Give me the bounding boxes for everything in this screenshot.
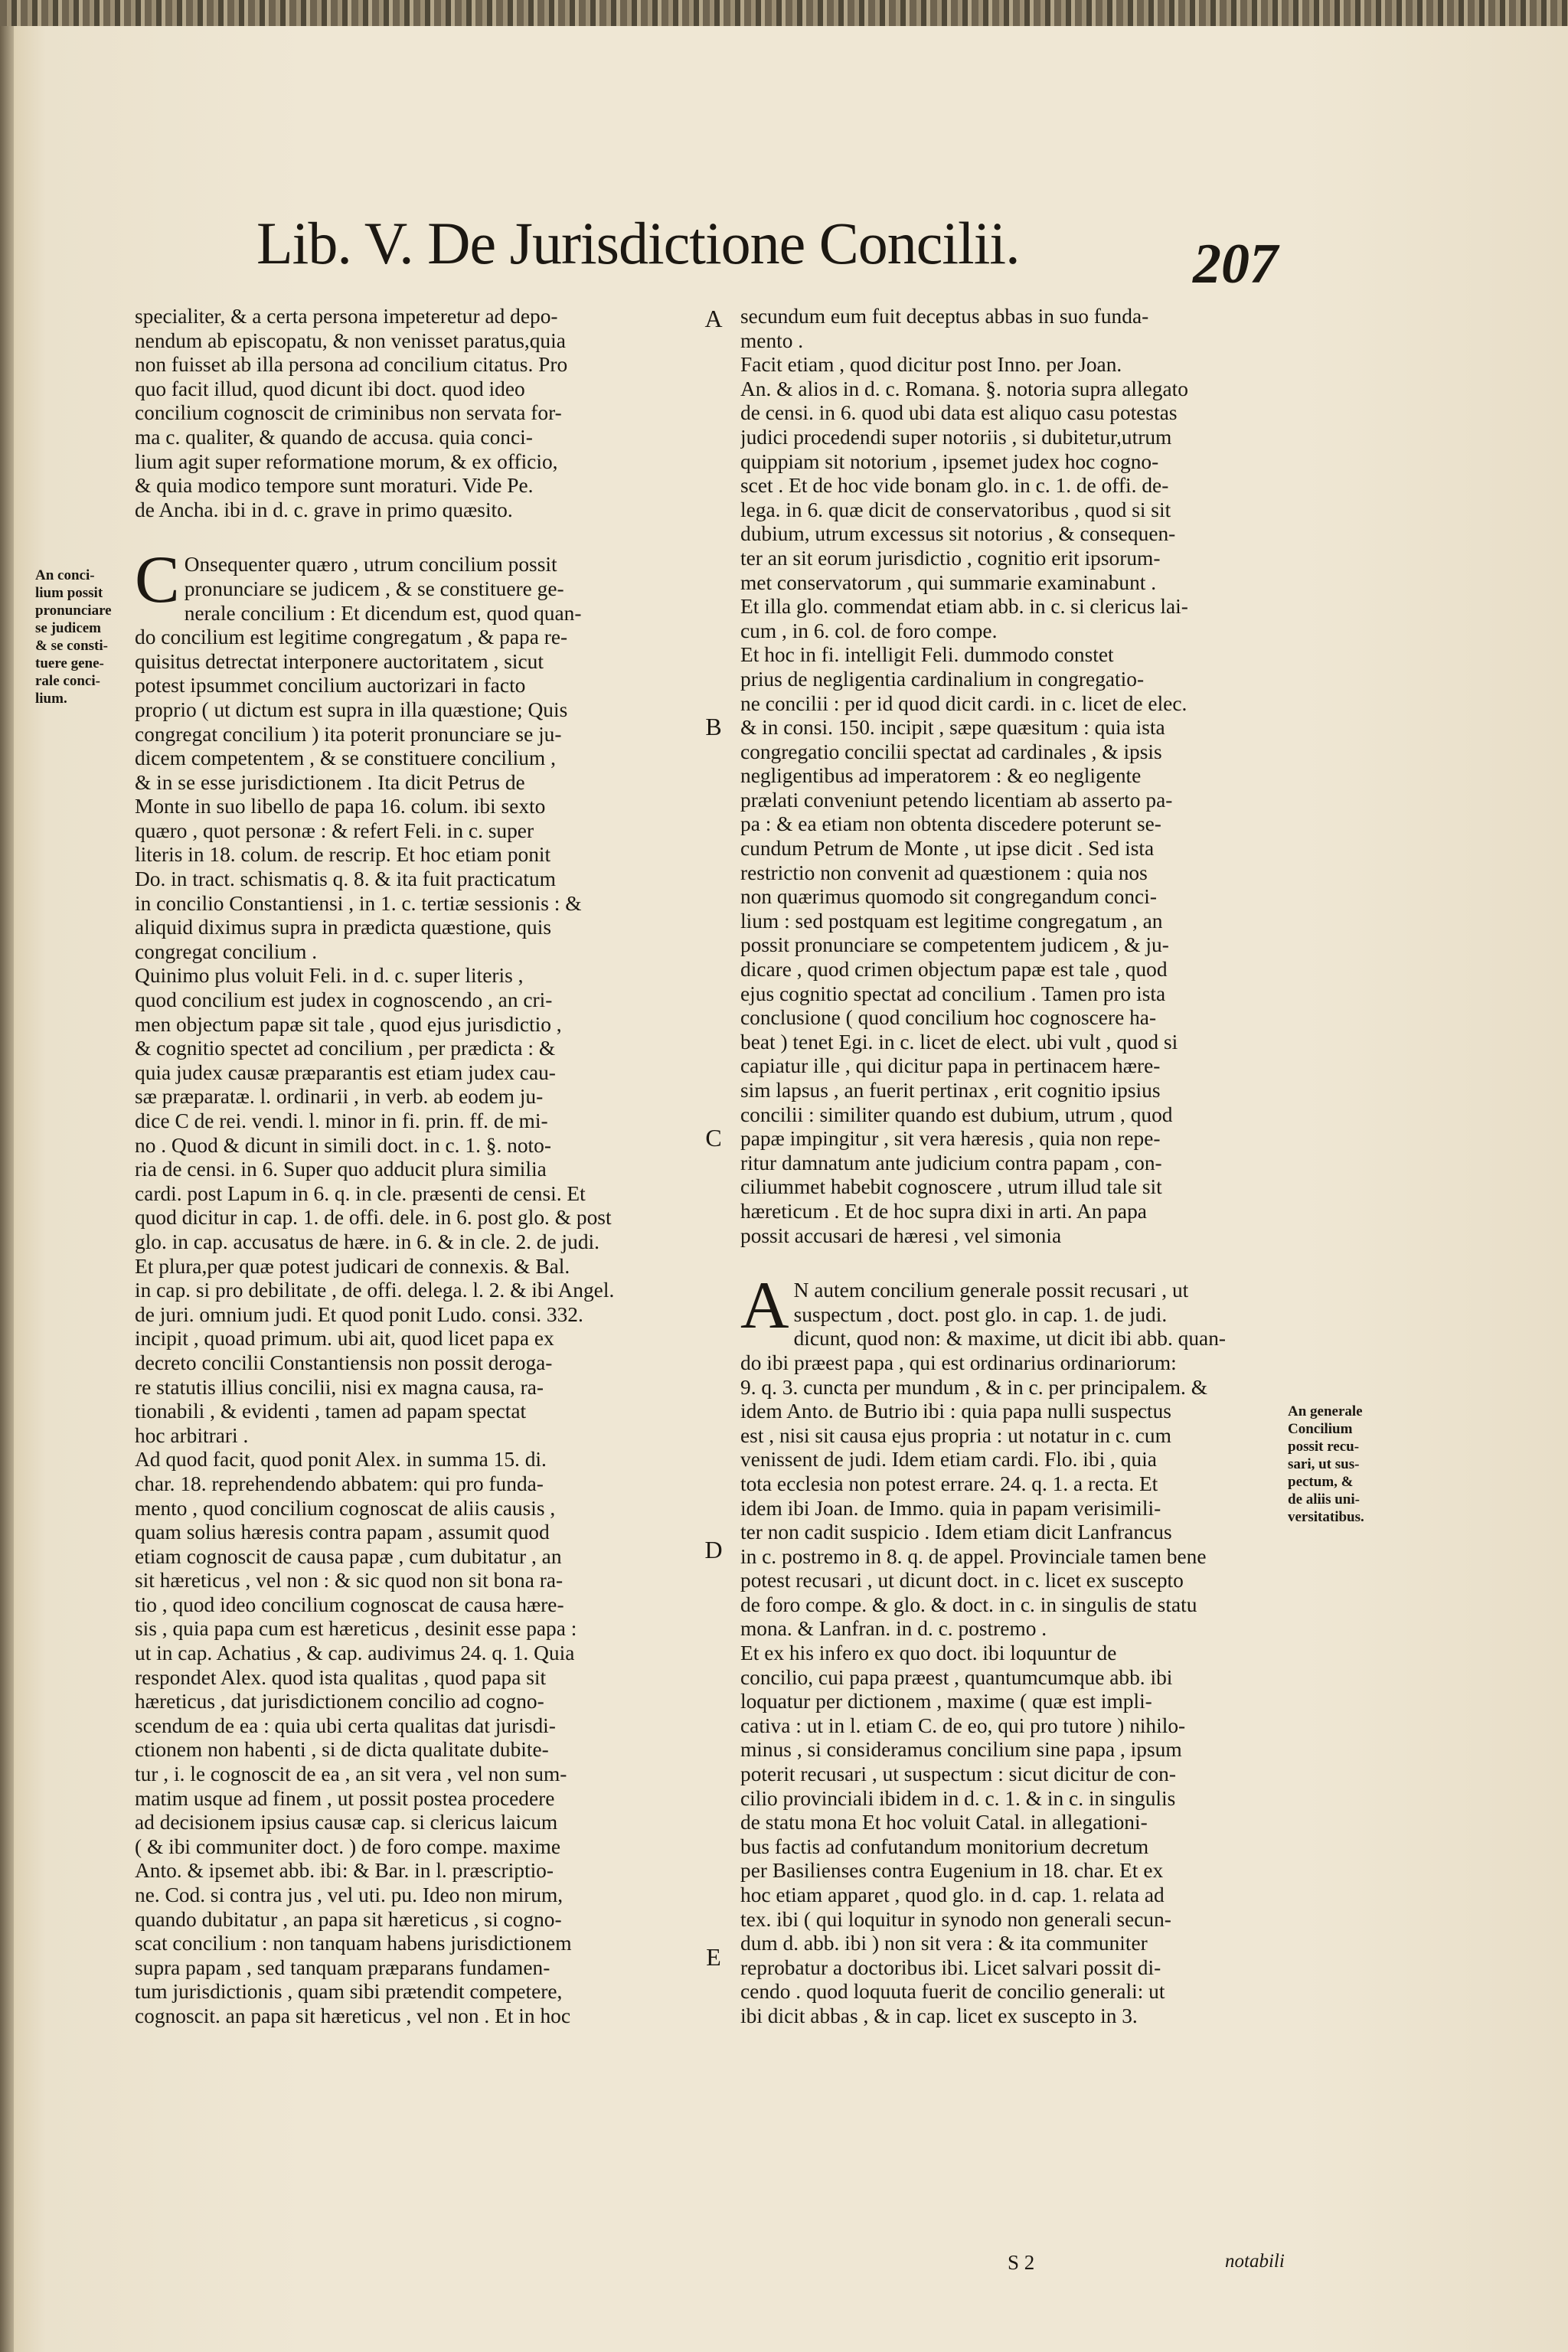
background-carpet bbox=[0, 0, 1568, 29]
text-line: in cap. si pro debilitate , de offi. delega. l. 2. & ibi Angel. bbox=[135, 1279, 615, 1302]
text-line: congregatio concilii spectat ad cardinales , & ipsis bbox=[740, 740, 1162, 763]
text-line: Quinimo plus voluit Feli. in d. c. super literis , bbox=[135, 964, 524, 988]
text-line: mento . bbox=[740, 328, 804, 352]
text-line: in concilio Constantiensi , in 1. c. tertiæ sessionis : & bbox=[135, 891, 582, 915]
text-line: literis in 18. colum. de rescrip. Et hoc etiam ponit bbox=[135, 843, 551, 867]
text-line: Concilium bbox=[1288, 1421, 1353, 1437]
text-line: ne. Cod. si contra jus , vel uti. pu. Ideo non mirum, bbox=[135, 1883, 564, 1906]
text-line: sari, ut sus- bbox=[1288, 1456, 1360, 1472]
text-line: sit hæreticus , vel non : & sic quod non sit bona ra- bbox=[135, 1569, 564, 1592]
text-line: bus factis ad confutandum monitorium decretum bbox=[740, 1834, 1149, 1858]
text-line: Et plura,per quæ potest judicari de connexis. & Bal. bbox=[135, 1254, 570, 1278]
paragraph bbox=[135, 305, 684, 522]
text-line: versitatibus. bbox=[1288, 1509, 1364, 1525]
text-line: & se consti- bbox=[35, 638, 108, 654]
text-line: concilio, cui papa præest , quantumcumque abb. ibi bbox=[740, 1665, 1173, 1689]
text-line: capiatur ille , qui dicitur papa in pertinacem hære- bbox=[740, 1054, 1161, 1078]
text-line: suspectum , doct. post glo. in cap. 1. de judi. bbox=[793, 1302, 1168, 1326]
text-line: quo facit illud, quod dicunt ibi doct. quod ideo bbox=[135, 377, 525, 400]
text-line: scendum de ea : quia ubi certa qualitas dat jurisdi- bbox=[135, 1713, 556, 1737]
text-line: non quærimus quomodo sit congregandum conci- bbox=[740, 885, 1157, 909]
text-line: incipit , quoad primum. ubi ait, quod licet papa ex bbox=[135, 1327, 554, 1351]
text-line: do ibi præest papa , qui est ordinarius ordinariorum: bbox=[740, 1351, 1177, 1374]
section-marker-b: B bbox=[705, 713, 722, 740]
text-line: Ad quod facit, quod ponit Alex. in summa 15. di. bbox=[135, 1448, 547, 1472]
text-line: ter non cadit suspicio . Idem etiam dicit Lanfrancus bbox=[740, 1521, 1172, 1544]
text-line: ter an sit eorum jurisdictio , cognitio erit ipsorum- bbox=[740, 546, 1161, 570]
margin-note-right bbox=[1288, 1403, 1387, 1526]
text-line: ritur damnatum ante judicium contra papam , con- bbox=[740, 1151, 1162, 1174]
text-line: minus , si consideramus concilium sine papa , ipsum bbox=[740, 1738, 1182, 1762]
text-line: scat concilium : non tanquam habens jurisdictionem bbox=[135, 1932, 572, 1955]
text-line: idem ibi Joan. de Immo. quia in papam verisimili- bbox=[740, 1496, 1161, 1520]
text-line: Et hoc in fi. intelligit Feli. dummodo constet bbox=[740, 643, 1114, 667]
text-line: de foro compe. & glo. & doct. in c. in singulis de statu bbox=[740, 1592, 1197, 1616]
text-line: & cognitio spectet ad concilium , per prædicta : & bbox=[135, 1037, 556, 1060]
text-line: lium. bbox=[35, 691, 67, 707]
text-line: met conservatorum , qui summarie examinabunt . bbox=[740, 570, 1157, 594]
text-line: Et illa glo. commendat etiam abb. in c. si clericus lai- bbox=[740, 595, 1188, 619]
text-line: dice C de rei. vendi. l. minor in fi. prin. ff. de mi- bbox=[135, 1109, 548, 1132]
text-line: supra papam , sed tanquam præparans fundamen- bbox=[135, 1955, 550, 1979]
text-line: quod dicitur in cap. 1. de offi. dele. in 6. post glo. & post bbox=[135, 1206, 612, 1230]
text-line: tio , quod ideo concilium cognoscat de causa hære- bbox=[135, 1592, 564, 1616]
text-line: prælati conveniunt petendo licentiam ab asserto pa- bbox=[740, 788, 1173, 812]
signature-mark: S 2 bbox=[1008, 2251, 1035, 2274]
text-line: tuere gene- bbox=[35, 655, 104, 671]
text-line: do concilium est legitime congregatum , & papa re- bbox=[135, 626, 568, 649]
page-number: 207 bbox=[1193, 233, 1278, 296]
text-line: Onsequenter quæro , utrum concilium possit bbox=[184, 553, 557, 577]
paragraph bbox=[740, 1269, 1293, 1642]
section-marker-c: C bbox=[705, 1124, 722, 1152]
text-line: cognoscit. an papa sit hæreticus , vel non . Et in hoc bbox=[135, 2004, 570, 2027]
text-line: pectum, & bbox=[1288, 1474, 1354, 1490]
text-line: cativa : ut in l. etiam C. de eo, qui pro tutore ) nihilo- bbox=[740, 1713, 1186, 1737]
text-line: de Ancha. ibi in d. c. grave in primo quæsito. bbox=[135, 498, 513, 521]
text-line: 9. q. 3. cuncta per mundum , & in c. per principalem. & bbox=[740, 1375, 1208, 1399]
text-line: cundum Petrum de Monte , ut ipse dicit . Sed ista bbox=[740, 837, 1155, 861]
right-column bbox=[740, 305, 1293, 2029]
text-line: tex. ibi ( qui loquitur in synodo non generali secun- bbox=[740, 1907, 1171, 1931]
text-line: de censi. in 6. quod ubi data est aliquo casu potestas bbox=[740, 401, 1178, 425]
text-line: sis , quia papa cum est hæreticus , desinit esse papa : bbox=[135, 1617, 577, 1641]
text-line: congregat concilium . bbox=[135, 939, 318, 963]
text-line: sæ præparatæ. l. ordinarii , in verb. ab eodem ju- bbox=[135, 1085, 544, 1109]
text-line: quæro , quot personæ : & refert Feli. in c. super bbox=[135, 818, 534, 842]
text-line: & in se esse jurisdictionem . Ita dicit Petrus de bbox=[135, 770, 525, 794]
text-line: ( & ibi communiter doct. ) de foro compe. maxime bbox=[135, 1834, 561, 1858]
text-line: quando dubitatur , an papa sit hæreticus , si cogno- bbox=[135, 1907, 562, 1931]
book-binding-edge bbox=[0, 26, 14, 2352]
text-line: no . Quod & dicunt in simili doct. in c. 1. §. noto- bbox=[135, 1133, 551, 1157]
paragraph bbox=[135, 543, 684, 964]
paragraph-with-initial bbox=[135, 543, 684, 964]
text-line: tionabili , & evidenti , tamen ad papam spectat bbox=[135, 1400, 527, 1423]
text-line: dubium, utrum excessus sit notorius , & consequen- bbox=[740, 522, 1176, 546]
paragraph bbox=[740, 643, 1293, 1248]
text-line: dum d. abb. ibi ) non sit vera : & ita communiter bbox=[740, 1932, 1148, 1955]
text-line: quisitus detrectat interponere auctoritatem , sicut bbox=[135, 649, 544, 673]
text-line: An conci- bbox=[35, 567, 95, 583]
paragraph bbox=[740, 1642, 1293, 2029]
text-line: men objectum papæ sit tale , quod ejus jurisdictio , bbox=[135, 1012, 562, 1036]
text-line: aliquid diximus supra in prædicta quæstione, quis bbox=[135, 916, 551, 939]
text-line: idem Anto. de Butrio ibi : quia papa nulli suspectus bbox=[740, 1400, 1171, 1423]
paragraph-gap bbox=[740, 1248, 1293, 1279]
text-line: hoc etiam apparet , quod glo. in d. cap. 1. relata ad bbox=[740, 1883, 1165, 1906]
text-line: cum , in 6. col. de foro compe. bbox=[740, 619, 998, 642]
text-line: nerale concilium : Et dicendum est, quod quan- bbox=[184, 601, 582, 625]
text-line: rale conci- bbox=[35, 673, 100, 689]
text-line: ma c. qualiter, & quando de accusa. quia conci- bbox=[135, 425, 533, 449]
text-line: nendum ab episcopatu, & non venisset paratus,quia bbox=[135, 328, 566, 352]
section-marker-e: E bbox=[706, 1943, 721, 1971]
text-line: se judicem bbox=[35, 620, 102, 636]
text-line: proprio ( ut dictum est supra in illa quæstione; Quis bbox=[135, 697, 568, 721]
text-line: ctionem non habenti , si de dicta qualitate dubite- bbox=[135, 1738, 549, 1762]
text-line: pronunciare bbox=[35, 603, 112, 619]
text-line: negligentibus ad imperatorem : & eo negligente bbox=[740, 764, 1142, 788]
text-line: dicem competentem , & se constituere concilium , bbox=[135, 746, 556, 770]
text-line: potest recusari , ut dicunt doct. in c. licet ex suscepto bbox=[740, 1569, 1184, 1592]
text-line: possit recu- bbox=[1288, 1439, 1360, 1455]
text-line: respondet Alex. quod ista qualitas , quod papa sit bbox=[135, 1665, 547, 1689]
text-line: Facit etiam , quod dicitur post Inno. per Joan. bbox=[740, 353, 1122, 377]
text-line: glo. in cap. accusatus de hære. in 6. & in cle. 2. de judi. bbox=[135, 1230, 600, 1253]
drop-cap-initial: A bbox=[740, 1269, 789, 1344]
text-line: per Basilienses contra Eugenium in 18. char. Et ex bbox=[740, 1859, 1164, 1883]
text-line: Monte in suo libello de papa 16. colum. ibi sexto bbox=[135, 795, 546, 818]
text-line: mento , quod concilium cognoscat de aliis causis , bbox=[135, 1496, 556, 1520]
text-line: quod concilium est judex in cognoscendo , an cri- bbox=[135, 988, 553, 1012]
text-line: cendo . quod loquuta fuerit de concilio generali: ut bbox=[740, 1980, 1165, 2004]
text-line: dicunt, quod non: & maxime, ut dicit ibi abb. quan- bbox=[793, 1327, 1227, 1351]
text-line: potest ipsummet concilium auctorizari in facto bbox=[135, 674, 526, 697]
paragraph bbox=[740, 305, 1293, 353]
text-line: ne concilii : per id quod dicit cardi. in c. licet de elec. bbox=[740, 691, 1187, 715]
text-line: An generale bbox=[1288, 1403, 1363, 1419]
text-line: possit pronunciare se competentem judicem , & ju- bbox=[740, 933, 1169, 957]
text-line: Anto. & ipsemet abb. ibi: & Bar. in l. præscriptio- bbox=[135, 1859, 554, 1883]
text-line: hæreticus , dat jurisdictionem concilio ad cogno- bbox=[135, 1690, 544, 1713]
text-line: de statu mona Et hoc voluit Catal. in allegationi- bbox=[740, 1811, 1148, 1834]
paragraph-gap bbox=[135, 522, 684, 553]
paragraph-with-initial bbox=[740, 1269, 1293, 1642]
text-line: quam solius hæresis contra papam , assumit quod bbox=[135, 1521, 550, 1544]
text-line: quia judex causæ præparantis est etiam judex cau- bbox=[135, 1060, 556, 1084]
text-line: ibi dicit abbas , & in cap. licet ex suscepto in 3. bbox=[740, 2004, 1138, 2027]
text-line: cilio provinciali ibidem in d. c. 1. & in c. in singulis bbox=[740, 1786, 1176, 1810]
text-line: char. 18. reprehendendo abbatem: qui pro funda- bbox=[135, 1472, 544, 1495]
text-line: de aliis uni- bbox=[1288, 1491, 1360, 1508]
text-line: pronunciare se judicem , & se constituere ge- bbox=[184, 577, 564, 600]
text-line: reprobatur a doctoribus ibi. Licet salvari possit di- bbox=[740, 1955, 1161, 1979]
paragraph bbox=[135, 1448, 684, 2028]
text-line: tota ecclesia non potest errare. 24. q. 1. a recta. Et bbox=[740, 1472, 1158, 1495]
text-line: lium : sed postquam est legitime congregatum , an bbox=[740, 909, 1163, 933]
text-line: Et ex his infero ex quo doct. ibi loquuntur de bbox=[740, 1642, 1117, 1665]
text-line: N autem concilium generale possit recusari , ut bbox=[793, 1279, 1189, 1302]
text-line: re statutis illius concilii, nisi ex magna causa, ra- bbox=[135, 1375, 544, 1399]
text-line: judici procedendi super notoriis , si dubitetur,utrum bbox=[740, 425, 1172, 449]
text-line: Do. in tract. schismatis q. 8. & ita fuit practicatum bbox=[135, 867, 556, 891]
text-line: pa : & ea etiam non obtenta discedere poterunt se- bbox=[740, 812, 1161, 836]
text-line: mona. & Lanfran. in d. c. postremo . bbox=[740, 1617, 1047, 1641]
text-line: ejus cognitio spectat ad concilium . Tamen pro ista bbox=[740, 982, 1166, 1005]
text-line: decreto concilii Constantiensis non possit deroga- bbox=[135, 1351, 553, 1374]
text-line: congregat concilium ) ita poterit pronunciare se ju- bbox=[135, 722, 562, 746]
text-line: quippiam sit notorium , ipsemet judex hoc cogno- bbox=[740, 449, 1159, 473]
text-line: ut in cap. Achatius , & cap. audivimus 24. q. 1. Quia bbox=[135, 1642, 575, 1665]
text-line: dicare , quod crimen objectum papæ est tale , quod bbox=[740, 958, 1168, 982]
text-line: lega. in 6. quæ dicit de conservatoribus , quod si sit bbox=[740, 498, 1171, 521]
text-line: hæreticum . Et de hoc supra dixi in arti. An papa bbox=[740, 1199, 1147, 1223]
text-line: cardi. post Lapum in 6. q. in cle. præsenti de censi. Et bbox=[135, 1181, 586, 1205]
text-line: restrictio non convenit ad quæstionem : quia nos bbox=[740, 861, 1148, 884]
text-line: lium agit super reformatione morum, & ex officio, bbox=[135, 449, 558, 473]
text-line: poterit recusari , ut suspectum : sicut dicitur de con- bbox=[740, 1762, 1176, 1786]
text-line: loquatur per dictionem , maxime ( quæ est impli- bbox=[740, 1690, 1152, 1713]
text-line: sim lapsus , an fuerit pertinax , erit cognitio ipsius bbox=[740, 1079, 1161, 1102]
text-line: papæ impingitur , sit vera hæresis , quia non repe- bbox=[740, 1127, 1161, 1151]
text-line: prius de negligentia cardinalium in congregatio- bbox=[740, 667, 1145, 691]
text-line: An. & alios in d. c. Romana. §. notoria supra allegato bbox=[740, 377, 1188, 400]
text-line: & in consi. 150. incipit , sæpe quæsitum : quia ista bbox=[740, 716, 1165, 740]
margin-note-left bbox=[35, 567, 126, 707]
section-marker-d: D bbox=[704, 1536, 723, 1563]
text-line: ad decisionem ipsius causæ cap. si clericus laicum bbox=[135, 1811, 558, 1834]
left-column bbox=[135, 305, 684, 2029]
text-line: & quia modico tempore sunt moraturi. Vide Pe. bbox=[135, 474, 534, 498]
running-title: Lib. V. De Jurisdictione Concilii. bbox=[256, 210, 1020, 276]
text-line: conclusione ( quod concilium hoc cognoscere ha- bbox=[740, 1006, 1157, 1030]
text-line: tum jurisdictionis , quam sibi prætendit competere, bbox=[135, 1980, 563, 2004]
text-line: beat ) tenet Egi. in c. licet de elect. ubi vult , quod si bbox=[740, 1030, 1178, 1054]
text-line: scet . Et de hoc vide bonam glo. in c. 1. de offi. de- bbox=[740, 474, 1169, 498]
drop-cap-initial: C bbox=[135, 543, 180, 618]
text-line: hoc arbitrari . bbox=[135, 1423, 249, 1447]
text-line: de juri. omnium judi. Et quod ponit Ludo. consi. 332. bbox=[135, 1302, 583, 1326]
text-line: venissent de judi. Idem etiam cardi. Flo. ibi , quia bbox=[740, 1448, 1157, 1472]
paragraph bbox=[135, 964, 684, 1448]
text-line: secundum eum fuit deceptus abbas in suo funda- bbox=[740, 305, 1149, 328]
catchword: notabili bbox=[1225, 2251, 1285, 2272]
text-line: lium possit bbox=[35, 585, 103, 601]
text-line: tur , i. le cognoscit de ea , an sit vera , vel non sum- bbox=[135, 1762, 567, 1786]
text-line: etiam cognoscit de causa papæ , cum dubitatur , an bbox=[135, 1544, 562, 1568]
text-line: ria de censi. in 6. Super quo adducit plura similia bbox=[135, 1158, 547, 1181]
text-line: matim usque ad finem , ut possit postea procedere bbox=[135, 1786, 555, 1810]
text-line: concilium cognoscit de criminibus non servata for- bbox=[135, 401, 562, 425]
text-line: ciliummet habebit cognoscere , utrum illud tale sit bbox=[740, 1175, 1162, 1199]
text-line: concilii : similiter quando est dubium, utrum , quod bbox=[740, 1102, 1173, 1126]
text-line: possit accusari de hæresi , vel simonia bbox=[740, 1223, 1062, 1247]
text-line: non fuisset ab illa persona ad concilium citatus. Pro bbox=[135, 353, 568, 377]
text-line: specialiter, & a certa persona impeteretur ad depo- bbox=[135, 305, 558, 328]
paragraph bbox=[740, 353, 1293, 643]
text-line: est , nisi sit causa ejus propria : ut notatur in c. cum bbox=[740, 1423, 1171, 1447]
section-marker-a: A bbox=[704, 305, 723, 332]
text-line: in c. postremo in 8. q. de appel. Provinciale tamen bene bbox=[740, 1544, 1207, 1568]
